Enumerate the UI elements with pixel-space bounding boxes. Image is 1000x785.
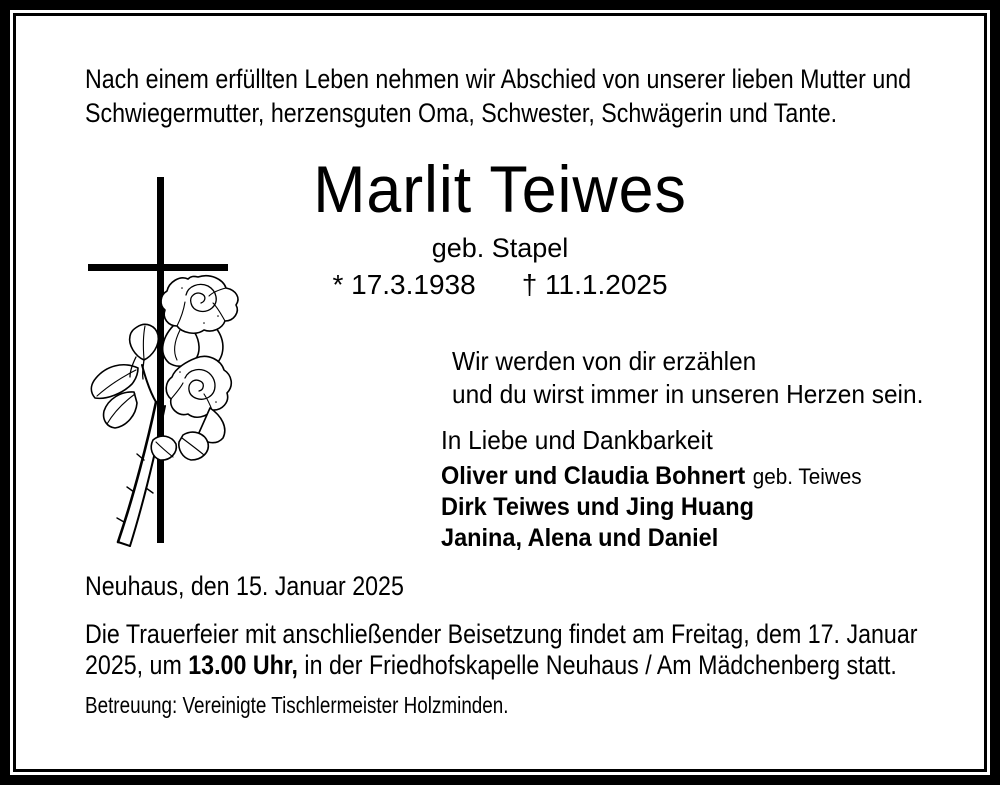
mourner-name: Dirk Teiwes und Jing Huang: [441, 493, 754, 521]
verse: [452, 345, 923, 411]
intro-paragraph: [85, 62, 911, 130]
birth-date: * 17.3.1938: [332, 269, 476, 300]
funeral-line-2-pre: 2025, um: [85, 650, 189, 680]
mourner-row: [441, 523, 862, 554]
verse-line-2: und du wirst immer in unseren Herzen sein.: [452, 379, 924, 409]
place-date-line: Neuhaus, den 15. Januar 2025: [85, 571, 404, 601]
mourner-name: Janina, Alena und Daniel: [441, 524, 719, 552]
roses-icon: [91, 276, 238, 546]
funeral-info: [85, 619, 917, 681]
intro-line-1: Nach einem erfüllten Leben nehmen wir Abschied von unserer lieben Mutter und: [85, 64, 912, 94]
mourner-row: [441, 461, 862, 492]
life-dates: [0, 269, 1000, 301]
care-line: Betreuung: Vereinigte Tischlermeister Holzminden.: [85, 692, 509, 718]
intro-line-2: Schwiegermutter, herzensguten Oma, Schwester, Schwägerin und Tante.: [85, 98, 838, 128]
death-date: † 11.1.2025: [521, 269, 668, 300]
mourners-list: [441, 461, 862, 554]
verse-line-1: Wir werden von dir erzählen: [452, 346, 757, 376]
funeral-line-1: Die Trauerfeier mit anschließender Beisetzung findet am Freitag, dem 17. Januar: [85, 619, 918, 649]
mourner-name: Oliver und Claudia Bohnert: [441, 462, 746, 490]
mourner-birthname-suffix: geb. Teiwes: [752, 464, 862, 489]
funeral-line-2-post: in der Friedhofskapelle Neuhaus / Am Mädchenberg statt.: [297, 650, 897, 680]
closing-line: In Liebe und Dankbarkeit: [441, 425, 713, 455]
funeral-line-2: [85, 650, 917, 681]
funeral-time-bold: 13.00 Uhr,: [188, 650, 298, 680]
birth-name: geb. Stapel: [431, 233, 569, 263]
mourner-row: [441, 492, 862, 523]
deceased-name: Marlit Teiwes: [313, 152, 687, 226]
